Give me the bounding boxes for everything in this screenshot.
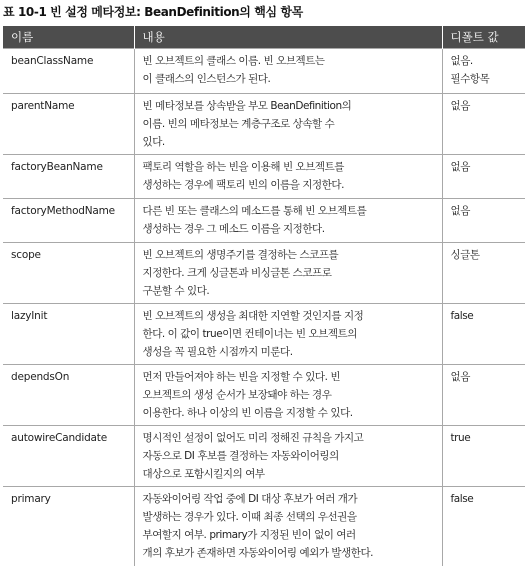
description-line: 개의 후보가 존재하면 자동와이어링 예외가 발생한다.	[142, 547, 374, 559]
default-value-line: false	[450, 493, 474, 505]
default-value	[442, 49, 525, 94]
default-value-line: 필수항목	[450, 73, 490, 85]
default-value-line: 없음	[450, 161, 470, 173]
property-description	[134, 94, 442, 155]
description-line: 있다.	[142, 136, 165, 148]
header-row	[3, 26, 525, 49]
property-name: primary	[3, 487, 134, 566]
table-row	[3, 487, 525, 566]
table-row	[3, 94, 525, 155]
property-description	[134, 199, 442, 243]
default-value	[442, 243, 525, 304]
description-line: 생성을 꼭 필요한 시점까지 미룬다.	[142, 346, 293, 358]
description-line: 빈 오브젝트의 생성을 최대한 지연할 것인지를 지정	[142, 310, 364, 322]
description-line: 자동와이어링 작업 중에 DI 대상 후보가 여러 개가	[142, 493, 358, 505]
description-line: 생성하는 경우에 팩토리 빈의 이름을 지정한다.	[142, 179, 344, 191]
description-line: 자동으로 DI 후보를 결정하는 자동와이어링의	[142, 450, 339, 462]
default-value	[442, 94, 525, 155]
default-value-line: 없음	[450, 205, 470, 217]
description-line: 한다. 이 값이 true이면 컨테이너는 빈 오브젝트의	[142, 328, 357, 340]
property-name: factoryBeanName	[3, 155, 134, 199]
description-line: 이용한다. 하나 이상의 빈 이름을 지정할 수 있다.	[142, 407, 353, 419]
property-description	[134, 49, 442, 94]
table-header	[3, 26, 525, 49]
header-name: 이름	[3, 26, 134, 49]
property-name: beanClassName	[3, 49, 134, 94]
header-description: 내용	[134, 26, 442, 49]
table-row	[3, 426, 525, 487]
default-value-line: 없음	[450, 100, 470, 112]
default-value-line: 싱글톤	[450, 249, 480, 261]
table-row	[3, 365, 525, 426]
table-body	[3, 49, 525, 566]
description-line: 부여할지 여부. primary가 지정된 빈이 없이 여러	[142, 529, 356, 541]
property-name: factoryMethodName	[3, 199, 134, 243]
default-value	[442, 487, 525, 566]
property-description	[134, 304, 442, 365]
default-value	[442, 155, 525, 199]
default-value-line: 없음.	[450, 55, 473, 67]
default-value-line: 없음	[450, 371, 470, 383]
default-value	[442, 365, 525, 426]
description-line: 이 클래스의 인스턴스가 된다.	[142, 73, 271, 85]
bean-definition-table	[3, 26, 525, 566]
header-default: 디폴트 값	[442, 26, 525, 49]
property-name: autowireCandidate	[3, 426, 134, 487]
property-description	[134, 155, 442, 199]
table-row	[3, 49, 525, 94]
property-description	[134, 426, 442, 487]
description-line: 발생하는 경우가 있다. 이때 최종 선택의 우선권을	[142, 511, 357, 523]
property-description	[134, 487, 442, 566]
description-line: 지정한다. 크게 싱글톤과 비싱글톤 스코프로	[142, 267, 332, 279]
description-line: 오브젝트의 생성 순서가 보장돼야 하는 경우	[142, 389, 332, 401]
default-value-line: true	[450, 432, 471, 444]
table-row	[3, 304, 525, 365]
table-caption: 표 10-1 빈 설정 메타정보: BeanDefinition의 핵심 항목	[3, 5, 303, 19]
description-line: 명시적인 설정이 없어도 미리 정해진 규칙을 가지고	[142, 432, 364, 444]
description-line: 먼저 만들어져야 하는 빈을 지정할 수 있다. 빈	[142, 371, 341, 383]
description-line: 빈 오브젝트의 생명주기를 결정하는 스코프를	[142, 249, 339, 261]
description-line: 팩토리 역할을 하는 빈을 이용해 빈 오브젝트를	[142, 161, 344, 173]
property-description	[134, 243, 442, 304]
property-description	[134, 365, 442, 426]
table-row	[3, 155, 525, 199]
description-line: 다른 빈 또는 클래스의 메소드를 통해 빈 오브젝트를	[142, 205, 367, 217]
property-name: lazyInit	[3, 304, 134, 365]
default-value-line: false	[450, 310, 474, 322]
table-row	[3, 199, 525, 243]
default-value	[442, 426, 525, 487]
default-value	[442, 304, 525, 365]
description-line: 이름. 빈의 메타정보는 계층구조로 상속할 수	[142, 118, 335, 130]
description-line: 빈 오브젝트의 클래스 이름. 빈 오브젝트는	[142, 55, 325, 67]
default-value	[442, 199, 525, 243]
description-line: 생성하는 경우 그 메소드 이름을 지정한다.	[142, 223, 325, 235]
description-line: 대상으로 포함시킬지의 여부	[142, 468, 265, 480]
property-name: dependsOn	[3, 365, 134, 426]
property-name: scope	[3, 243, 134, 304]
description-line: 구분할 수 있다.	[142, 285, 210, 297]
description-line: 빈 메타정보를 상속받을 부모 BeanDefinition의	[142, 100, 352, 112]
table-row	[3, 243, 525, 304]
property-name: parentName	[3, 94, 134, 155]
